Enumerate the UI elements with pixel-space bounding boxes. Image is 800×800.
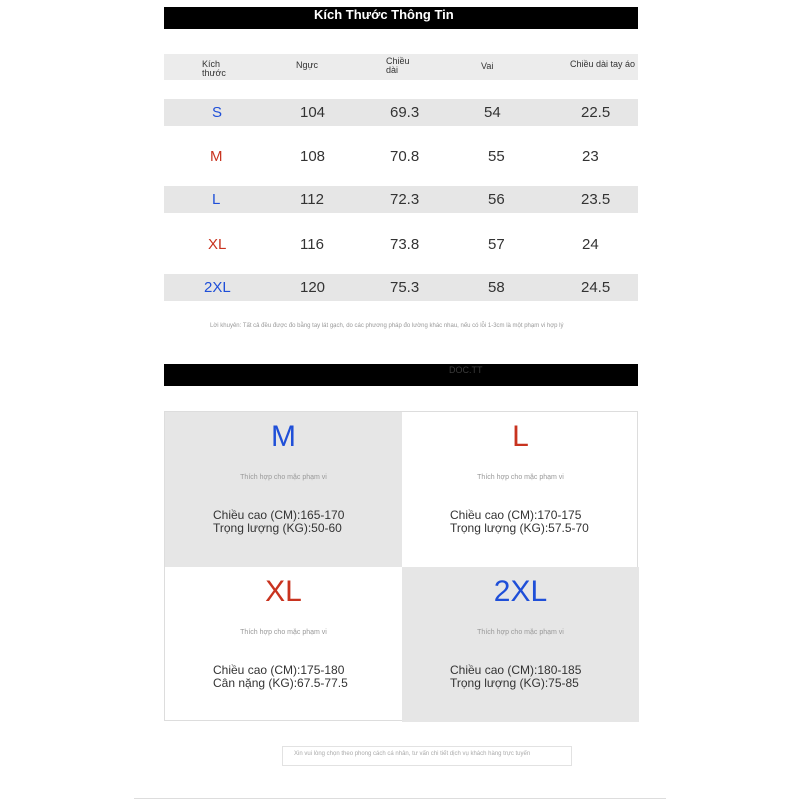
length-cell: 72.3 [390,191,420,208]
size-cell: S [212,104,223,121]
bottom-divider [134,798,666,799]
header-length: Chiều dài [386,56,410,75]
chest-cell: 108 [300,148,326,165]
fit-weight: Cân nặng (KG):67.5-77.5 [213,676,348,690]
divider-watermark: DOC.TT [449,365,483,375]
sleeve-cell: 23.5 [581,191,611,208]
chest-cell: 112 [300,191,324,208]
fit-card-m [165,412,402,567]
length-cell: 70.8 [390,148,420,165]
fit-card-xl [165,567,402,722]
chest-cell: 116 [300,236,324,253]
table-row [164,99,638,126]
page-title: Kích Thước Thông Tin [314,7,454,22]
length-cell: 73.8 [390,236,420,253]
footer-note: Xin vui lòng chọn theo phong cách cá nhân, tư vấn chi tiết dịch vụ khách hàng trực tuyến [294,751,531,757]
sleeve-cell: 24 [582,236,599,253]
shoulder-cell: 54 [484,104,501,121]
shoulder-cell: 58 [488,279,505,296]
fit-size-label: L [512,420,529,453]
size-cell: M [210,148,223,165]
header-size: Kích thước [202,59,226,78]
table-row [164,231,638,258]
table-header [164,54,638,80]
header-chest: Ngực [296,60,319,70]
size-fit-grid [164,411,638,721]
divider-bar [164,364,638,386]
fit-weight: Trọng lượng (KG):50-60 [213,521,342,535]
fit-height: Chiều cao (CM):170-175 [450,508,582,522]
measurement-note: Lời khuyên: Tất cả đều được đo bằng tay lát gạch, do các phương pháp đo lường khác nhau, nếu có lỗi 1-3cm là một phạm vi hợp lý [210,323,564,329]
table-row [164,274,638,301]
fit-caption: Thích hợp cho mặc phạm vi [240,629,327,636]
chest-cell: 120 [300,279,326,296]
fit-caption: Thích hợp cho mặc phạm vi [477,629,564,636]
table-row [164,186,638,213]
size-cell: L [212,191,221,208]
fit-weight: Trọng lượng (KG):57.5-70 [450,521,589,535]
header-shoulder: Vai [481,61,494,71]
fit-caption: Thích hợp cho mặc phạm vi [477,474,564,481]
fit-height: Chiều cao (CM):165-170 [213,508,345,522]
chest-cell: 104 [300,104,326,121]
fit-card-l [402,412,639,567]
sleeve-cell: 23 [582,148,599,165]
shoulder-cell: 57 [488,236,505,253]
size-cell: 2XL [204,279,231,296]
length-cell: 69.3 [390,104,420,121]
header-sleeve: Chiều dài tay áo [570,59,636,69]
fit-card-2xl [402,567,639,722]
fit-size-label: M [271,420,296,453]
fit-height: Chiều cao (CM):180-185 [450,663,582,677]
table-row [164,143,638,170]
sleeve-cell: 22.5 [581,104,611,121]
footer-note-box [282,746,572,766]
size-cell: XL [208,236,227,253]
fit-height: Chiều cao (CM):175-180 [213,663,345,677]
fit-size-label: 2XL [493,575,548,608]
shoulder-cell: 55 [488,148,505,165]
title-bar [164,7,638,29]
fit-weight: Trọng lượng (KG):75-85 [450,676,579,690]
shoulder-cell: 56 [488,191,505,208]
sleeve-cell: 24.5 [581,279,611,296]
fit-size-label: XL [265,575,302,608]
fit-caption: Thích hợp cho mặc phạm vi [240,474,327,481]
length-cell: 75.3 [390,279,420,296]
